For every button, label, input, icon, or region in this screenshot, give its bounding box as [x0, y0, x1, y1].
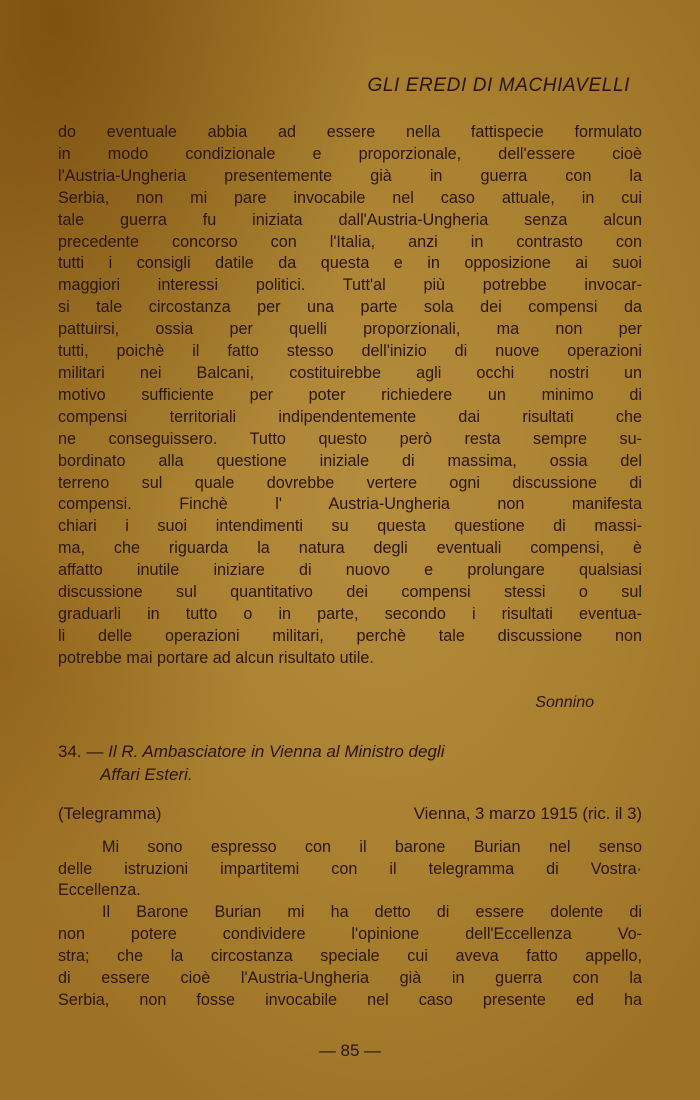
text-line: Serbia, non fosse invocabile nel caso presente ed ha: [58, 991, 642, 1009]
text-line: tale guerra fu iniziata dall'Austria-Ungheria senza alcun: [58, 210, 642, 229]
text-line: Eccellenza.: [58, 881, 141, 900]
text-line: bordinato alla questione iniziale di massima, ossia del: [58, 451, 642, 470]
telegram-header: [58, 802, 642, 825]
text-line: potrebbe mai portare ad alcun risultato utile.: [58, 648, 374, 667]
text-line: militari nei Balcani, costituirebbe agli occhi nostri un: [58, 363, 642, 382]
telegram-place-date: Vienna, 3 marzo 1915 (ric. il 3): [413, 803, 642, 823]
document-title: Il R. Ambasciatore in Vienna al Ministro degli: [108, 741, 445, 761]
text-line: chiari i suoi intendimenti su questa questione di massi-: [58, 517, 642, 536]
text-line: precedente concorso con l'Italia, anzi in contrasto con: [58, 232, 642, 251]
text-line: Il Barone Burian mi ha detto di essere dolente di: [102, 903, 642, 922]
telegram-body: [58, 837, 642, 1012]
document-heading: [58, 740, 642, 786]
text-line: affatto inutile iniziare di nuovo e prolungare qualsiasi: [58, 561, 642, 580]
text-line: tutti i consigli datile da questa e in opposizione ai suoi: [58, 254, 642, 273]
running-head: GLI EREDI DI MACHIAVELLI: [367, 75, 630, 96]
text-line: pattuirsi, ossia per quelli proporzionali, ma non per: [58, 320, 642, 339]
document-heading-line-1: [58, 740, 642, 763]
text-line: Serbia, non mi pare invocabile nel caso attuale, in cui: [58, 188, 642, 207]
text-line: terreno sul quale dovrebbe vertere ogni discussione di: [58, 473, 642, 492]
document-number: 34. —: [58, 741, 104, 761]
text-line: ma, che riguarda la natura degli eventuali compensi, è: [58, 539, 642, 558]
text-line: stra; che la circostanza speciale cui aveva fatto appello,: [58, 947, 642, 966]
text-line: in modo condizionale e proporzionale, dell'essere cioè: [58, 144, 642, 163]
text-line: do eventuale abbia ad essere nella fattispecie formulato: [58, 123, 642, 141]
text-line: discussione sul quantitativo dei compensi stessi o sul: [58, 583, 642, 602]
text-line: di essere cioè l'Austria-Ungheria già in guerra con la: [58, 969, 642, 988]
text-line: ne conseguissero. Tutto questo però resta sempre su-: [58, 429, 642, 448]
document-title-continued: Affari Esteri.: [100, 764, 193, 784]
text-line: l'Austria-Ungheria presentemente già in guerra con la: [58, 166, 642, 185]
text-line: compensi territoriali indipendentemente dai risultati che: [58, 407, 642, 426]
text-line: delle istruzioni impartitemi con il telegramma di Vostra·: [58, 859, 642, 878]
text-line: li delle operazioni militari, perchè tale discussione non: [58, 626, 642, 645]
text-line: Mi sono espresso con il barone Burian nel senso: [102, 837, 642, 856]
text-line: non potere condividere l'opinione dell'Eccellenza Vo-: [58, 925, 642, 944]
text-line: graduarli in tutto o in parte, secondo i risultati eventua-: [58, 604, 642, 623]
text-line: maggiori interessi politici. Tutt'al più potrebbe invocar-: [58, 276, 642, 295]
signature: Sonnino: [535, 693, 594, 711]
text-line: motivo sufficiente per poter richiedere un minimo di: [58, 385, 642, 404]
paragraph-continued: [58, 122, 642, 670]
text-line: compensi. Finchè l' Austria-Ungheria non manifesta: [58, 495, 642, 514]
text-line: si tale circostanza per una parte sola dei compensi da: [58, 298, 642, 317]
page-number: — 85 —: [318, 1040, 382, 1060]
text-line: tutti, poichè il fatto stesso dell'inizio di nuove operazioni: [58, 342, 642, 361]
telegram-type: (Telegramma): [58, 803, 162, 823]
